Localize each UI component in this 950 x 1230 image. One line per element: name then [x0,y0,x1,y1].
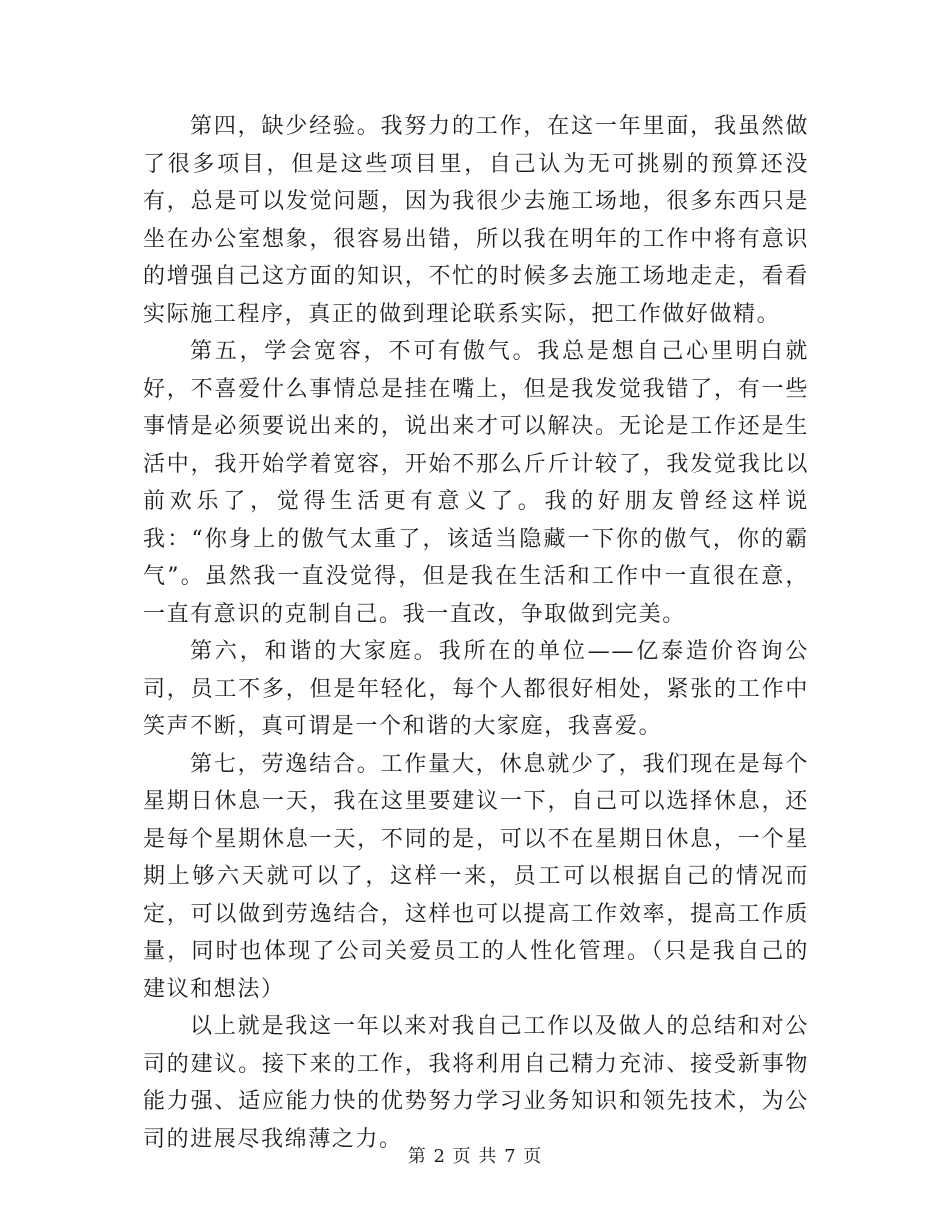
document-body [143,108,809,1158]
paragraph-tolerance: 第五，学会宽容，不可有傲气。我总是想自己心里明白就好，不喜爱什么事情总是挂在嘴上，但是我发觉我错了，有一些事情是必须要说出来的，说出来才可以解决。无论是工作还是生活中，我开始学着宽容，开始不那么斤斤计较了，我发觉我比以前欢乐了，觉得生活更有意义了。我的好朋友曾经这样说我：“你身上的傲气太重了，该适当隐藏一下你的傲气，你的霸气”。虽然我一直没觉得，但是我在生活和工作中一直很在意，一直有意识的克制自己。我一直改，争取做到完美。 [143,339,809,627]
paragraph-work-rest-balance: 第七，劳逸结合。工作量大，休息就少了，我们现在是每个星期日休息一天，我在这里要建议一下，自己可以选择休息，还是每个星期休息一天，不同的是，可以不在星期日休息，一个星期上够六天就可以了，这样一来，员工可以根据自己的情况而定，可以做到劳逸结合，这样也可以提高工作效率，提高工作质量，同时也体现了公司关爱员工的人性化管理。（只是我自己的建议和想法） [143,751,809,1002]
paragraph-experience: 第四，缺少经验。我努力的工作，在这一年里面，我虽然做了很多项目，但是这些项目里，自己认为无可挑剔的预算还没有，总是可以发觉问题，因为我很少去施工场地，很多东西只是坐在办公室想象，很容易出错，所以我在明年的工作中将有意识的增强自己这方面的知识，不忙的时候多去施工场地走走，看看实际施工程序，真正的做到理论联系实际，把工作做好做精。 [143,114,809,327]
page-footer [0,1142,950,1168]
page-number-label: 第 2 页 共 7 页 [407,1146,543,1167]
paragraph-harmony: 第六，和谐的大家庭。我所在的单位——亿泰造价咨询公司，员工不多，但是年轻化，每个人都很好相处，紧张的工作中笑声不断，真可谓是一个和谐的大家庭，我喜爱。 [143,639,809,739]
paragraph-conclusion: 以上就是我这一年以来对我自己工作以及做人的总结和对公司的建议。接下来的工作，我将利用自己精力充沛、接受新事物能力强、适应能力快的优势努力学习业务知识和领先技术，为公司的进展尽我绵薄之力。 [143,1014,809,1152]
